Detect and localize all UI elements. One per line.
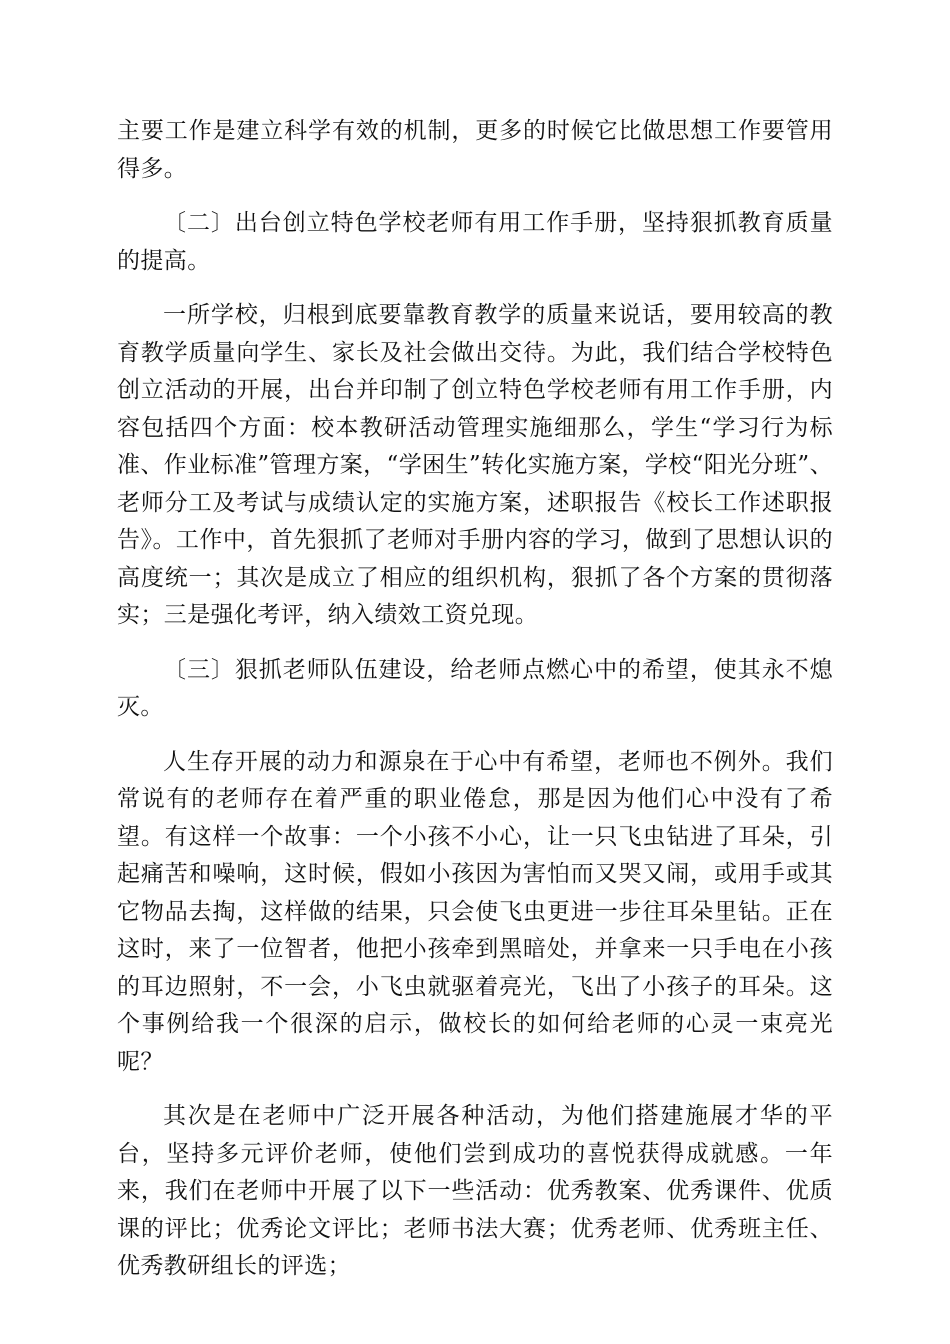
section-heading-three: 〔三〕狠抓老师队伍建设，给老师点燃心中的希望，使其永不熄灭。 (117, 656, 833, 720)
document-body (117, 113, 833, 1303)
paragraph-hope-story: 人生存开展的动力和源泉在于心中有希望，老师也不例外。我们常说有的老师存在着严重的职业倦怠，那是因为他们心中没有了希望。有这样一个故事：一个小孩不小心，让一只飞虫钻进了耳朵，引起痛苦和噪响，这时候，假如小孩因为害怕而又哭又闹，或用手或其它物品去掏，这样做的结果，只会使飞虫更进一步往耳朵里钻。正在这时，来了一位智者，他把小孩牵到黑暗处，并拿来一只手电在小孩的耳边照射，不一会，小飞虫就驱着亮光，飞出了小孩子的耳朵。这个事例给我一个很深的启示，做校长的如何给老师的心灵一束亮光呢？ (117, 748, 833, 1075)
section-heading-two: 〔二〕出台创立特色学校老师有用工作手册，坚持狠抓教育质量的提高。 (117, 210, 833, 274)
paragraph-teacher-activities: 其次是在老师中广泛开展各种活动，为他们搭建施展才华的平台，坚持多元评价老师，使他们尝到成功的喜悦获得成就感。一年来，我们在老师中开展了以下一些活动：优秀教案、优秀课件、优质课的评比；优秀论文评比；老师书法大赛；优秀老师、优秀班主任、优秀教研组长的评选； (117, 1103, 833, 1279)
paragraph-teaching-quality: 一所学校，归根到底要靠教育教学的质量来说话，要用较高的教育教学质量向学生、家长及社会做出交待。为此，我们结合学校特色创立活动的开展，出台并印制了创立特色学校老师有用工作手册，内容包括四个方面：校本教研活动管理实施细那么，学生“学习行为标准、作业标准”管理方案，“学困生”转化实施方案，学校“阳光分班”、老师分工及考试与成绩认定的实施方案，述职报告《校长工作述职报告》。工作中，首先狠抓了老师对手册内容的学习，做到了思想认识的高度统一；其次是成立了相应的组织机构，狠抓了各个方案的贯彻落实；三是强化考评，纳入绩效工资兑现。 (117, 302, 833, 628)
paragraph-continuation: 主要工作是建立科学有效的机制，更多的时候它比做思想工作要管用得多。 (117, 118, 833, 182)
